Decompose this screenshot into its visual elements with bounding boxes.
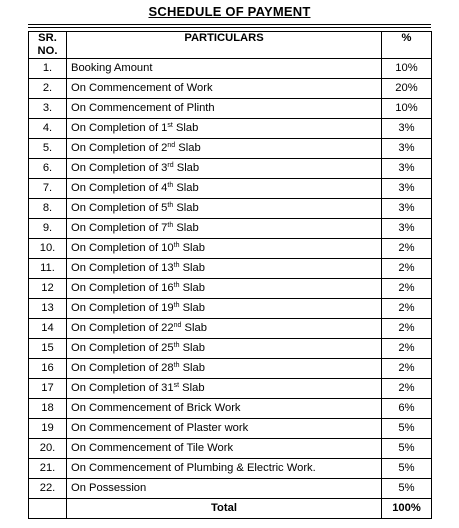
percent-cell: 20% <box>382 79 432 99</box>
table-row <box>29 319 432 339</box>
percent-cell: 5% <box>382 439 432 459</box>
ordinal-suffix: th <box>173 242 180 249</box>
table-row <box>29 379 432 399</box>
table-row <box>29 219 432 239</box>
particulars-cell <box>67 399 382 419</box>
sr-no-cell: 9. <box>29 219 67 239</box>
particulars-suffix-text: Slab <box>173 202 199 214</box>
table-row <box>29 99 432 119</box>
particulars-cell <box>67 159 382 179</box>
sr-no-cell: 10. <box>29 239 67 259</box>
particulars-text: On Completion of 7 <box>71 222 168 234</box>
sr-no-cell: 11. <box>29 259 67 279</box>
table-row <box>29 279 432 299</box>
table-row <box>29 479 432 499</box>
particulars-suffix-text: Slab <box>179 242 205 254</box>
particulars-cell <box>67 219 382 239</box>
ordinal-suffix: st <box>167 122 173 129</box>
percent-cell: 3% <box>382 219 432 239</box>
particulars-text: On Completion of 4 <box>71 182 168 194</box>
particulars-suffix-text: Slab <box>172 122 199 134</box>
table-row <box>29 399 432 419</box>
sr-no-cell: 19 <box>29 419 67 439</box>
sr-no-cell: 21. <box>29 459 67 479</box>
particulars-cell <box>67 419 382 439</box>
ordinal-suffix: th <box>173 302 180 309</box>
particulars-cell <box>67 259 382 279</box>
table-row <box>29 339 432 359</box>
sr-no-cell: 1. <box>29 59 67 79</box>
table-row <box>29 159 432 179</box>
table-row <box>29 79 432 99</box>
sr-no-cell: 2. <box>29 79 67 99</box>
table-header-row <box>29 32 432 59</box>
particulars-cell <box>67 79 382 99</box>
particulars-cell <box>67 379 382 399</box>
table-row <box>29 139 432 159</box>
percent-cell: 3% <box>382 159 432 179</box>
particulars-text: Booking Amount <box>71 62 153 74</box>
ordinal-suffix: th <box>173 282 180 289</box>
particulars-cell <box>67 119 382 139</box>
sr-no-cell: 14 <box>29 319 67 339</box>
table-row <box>29 119 432 139</box>
ordinal-suffix: nd <box>167 142 176 149</box>
header-sr-no <box>29 32 67 59</box>
percent-cell: 3% <box>382 199 432 219</box>
sr-no-cell: 16 <box>29 359 67 379</box>
particulars-cell <box>67 479 382 499</box>
percent-cell: 2% <box>382 299 432 319</box>
particulars-cell <box>67 339 382 359</box>
particulars-suffix-text: Slab <box>179 262 205 274</box>
percent-cell: 6% <box>382 399 432 419</box>
ordinal-suffix: th <box>167 182 174 189</box>
ordinal-suffix: th <box>173 362 180 369</box>
particulars-cell <box>67 239 382 259</box>
particulars-cell <box>67 99 382 119</box>
percent-cell: 2% <box>382 259 432 279</box>
particulars-text: On Completion of 25 <box>71 342 174 354</box>
percent-cell: 3% <box>382 139 432 159</box>
particulars-text: On Completion of 10 <box>71 242 174 254</box>
table-row <box>29 199 432 219</box>
particulars-text: On Commencement of Brick Work <box>71 402 241 414</box>
percent-cell: 5% <box>382 419 432 439</box>
sr-no-cell: 5. <box>29 139 67 159</box>
page-title: SCHEDULE OF PAYMENT <box>148 4 311 19</box>
particulars-suffix-text: Slab <box>173 162 200 174</box>
percent-cell: 3% <box>382 119 432 139</box>
sr-no-cell: 12 <box>29 279 67 299</box>
percent-cell: 2% <box>382 379 432 399</box>
ordinal-suffix: rd <box>167 162 174 169</box>
table-row <box>29 459 432 479</box>
total-sr-cell <box>29 499 67 519</box>
particulars-cell <box>67 319 382 339</box>
percent-cell: 3% <box>382 179 432 199</box>
particulars-text: On Commencement of Plumbing & Electric Work. <box>71 462 316 474</box>
sr-no-cell: 8. <box>29 199 67 219</box>
particulars-suffix-text: Slab <box>179 342 205 354</box>
particulars-text: On Commencement of Work <box>71 82 213 94</box>
particulars-suffix-text: Slab <box>173 182 199 194</box>
percent-cell: 2% <box>382 279 432 299</box>
particulars-suffix-text: Slab <box>179 302 205 314</box>
sr-no-cell: 17 <box>29 379 67 399</box>
particulars-text: On Commencement of Plaster work <box>71 422 249 434</box>
particulars-text: On Completion of 5 <box>71 202 168 214</box>
header-sr-line2: NO. <box>37 45 58 57</box>
particulars-text: On Completion of 2 <box>71 142 168 154</box>
particulars-text: On Completion of 1 <box>71 122 168 134</box>
payment-schedule-table <box>28 31 432 519</box>
particulars-text: On Commencement of Plinth <box>71 102 215 114</box>
sr-no-cell: 7. <box>29 179 67 199</box>
particulars-cell <box>67 459 382 479</box>
header-particulars: PARTICULARS <box>67 32 382 59</box>
particulars-suffix-text: Slab <box>181 322 207 334</box>
particulars-text: On Completion of 22 <box>71 322 174 334</box>
particulars-suffix-text: Slab <box>173 222 199 234</box>
particulars-cell <box>67 439 382 459</box>
sr-no-cell: 15 <box>29 339 67 359</box>
table-row <box>29 259 432 279</box>
sr-no-cell: 20. <box>29 439 67 459</box>
particulars-suffix-text: Slab <box>179 282 205 294</box>
particulars-text: On Completion of 28 <box>71 362 174 374</box>
particulars-cell <box>67 139 382 159</box>
particulars-cell <box>67 299 382 319</box>
particulars-text: On Completion of 3 <box>71 162 168 174</box>
total-row <box>29 499 432 519</box>
double-rule-top <box>28 24 431 25</box>
percent-cell: 2% <box>382 339 432 359</box>
particulars-cell <box>67 199 382 219</box>
percent-cell: 10% <box>382 99 432 119</box>
particulars-cell <box>67 359 382 379</box>
total-percent: 100% <box>382 499 432 519</box>
total-label: Total <box>67 499 382 519</box>
sr-no-cell: 18 <box>29 399 67 419</box>
table-row <box>29 419 432 439</box>
table-row <box>29 439 432 459</box>
particulars-cell <box>67 179 382 199</box>
sr-no-cell: 13 <box>29 299 67 319</box>
particulars-suffix-text: Slab <box>179 362 205 374</box>
particulars-text: On Completion of 16 <box>71 282 174 294</box>
ordinal-suffix: th <box>167 222 174 229</box>
sr-no-cell: 3. <box>29 99 67 119</box>
percent-cell: 2% <box>382 359 432 379</box>
table-row <box>29 359 432 379</box>
ordinal-suffix: st <box>173 382 180 389</box>
header-sr-line1: SR. <box>38 32 57 44</box>
ordinal-suffix: th <box>173 262 180 269</box>
ordinal-suffix: th <box>173 342 180 349</box>
particulars-text: On Commencement of Tile Work <box>71 442 234 454</box>
header-percent: % <box>382 32 432 59</box>
double-rule-bottom <box>28 27 431 28</box>
percent-cell: 10% <box>382 59 432 79</box>
sr-no-cell: 22. <box>29 479 67 499</box>
particulars-text: On Completion of 31 <box>71 382 174 394</box>
table-row <box>29 179 432 199</box>
particulars-text: On Completion of 19 <box>71 302 174 314</box>
percent-cell: 5% <box>382 479 432 499</box>
table-row <box>29 299 432 319</box>
percent-cell: 2% <box>382 319 432 339</box>
particulars-cell <box>67 59 382 79</box>
percent-cell: 2% <box>382 239 432 259</box>
table-row <box>29 59 432 79</box>
percent-cell: 5% <box>382 459 432 479</box>
particulars-text: On Possession <box>71 482 147 494</box>
ordinal-suffix: th <box>167 202 174 209</box>
particulars-suffix-text: Slab <box>179 382 205 394</box>
ordinal-suffix: nd <box>173 322 182 329</box>
particulars-cell <box>67 279 382 299</box>
particulars-text: On Completion of 13 <box>71 262 174 274</box>
particulars-suffix-text: Slab <box>175 142 201 154</box>
sr-no-cell: 6. <box>29 159 67 179</box>
sr-no-cell: 4. <box>29 119 67 139</box>
table-row <box>29 239 432 259</box>
